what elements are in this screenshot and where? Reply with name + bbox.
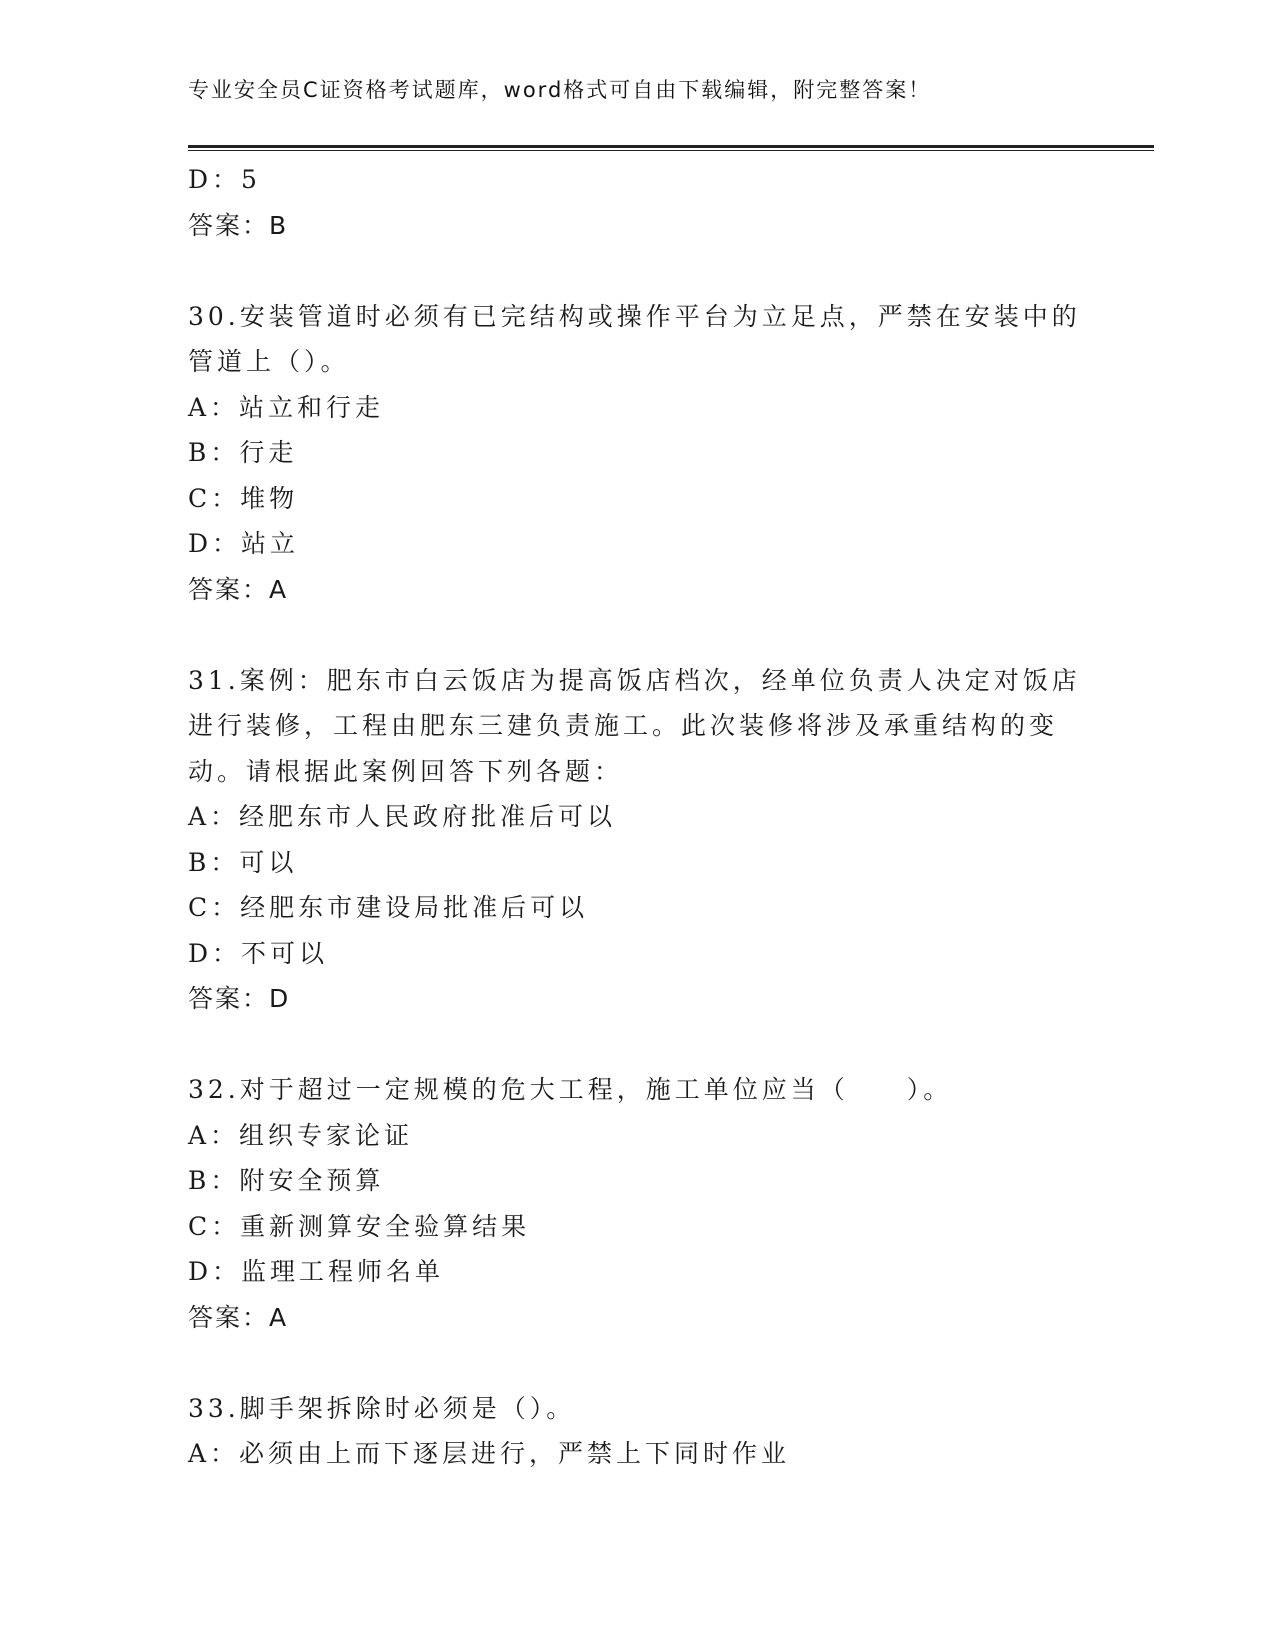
question-31-option-d: D：不可以 <box>188 938 329 968</box>
question-33-option-a: A：必须由上而下逐层进行，严禁上下同时作业 <box>188 1439 791 1468</box>
question-32-option-c: C：重新测算安全验算结果 <box>188 1211 531 1241</box>
question-32-option-a: A：组织专家论证 <box>188 1120 414 1150</box>
question-31-answer: 答案：D <box>188 984 291 1013</box>
question-32-option-b: B：附安全预算 <box>188 1166 385 1195</box>
question-30-line-2: 管道上（）。 <box>188 347 350 376</box>
document-body <box>188 157 1088 1477</box>
question-33-line-1: 33.脚手架拆除时必须是（）。 <box>188 1393 576 1423</box>
question-30-answer: 答案：A <box>188 574 289 604</box>
option-d: D：5 <box>188 165 261 194</box>
question-31-option-c: C：经肥东市建设局批准后可以 <box>188 893 589 922</box>
question-31-line-1: 31.案例：肥东市白云饭店为提高饭店档次，经单位负责人决定对饭店 <box>188 665 1081 695</box>
question-31-line-3: 动。请根据此案例回答下列各题： <box>188 756 624 786</box>
question-30-option-c: C：堆物 <box>188 483 299 513</box>
question-32-answer: 答案：A <box>188 1302 289 1332</box>
question-31-option-b: B：可以 <box>188 847 298 877</box>
question-30-line-1: 30.安装管道时必须有已完结构或操作平台为立足点，严禁在安装中的 <box>188 301 1081 331</box>
page-header: 专业安全员C证资格考试题库，word格式可自由下载编辑，附完整答案！ <box>188 78 932 102</box>
header-rule-thin <box>188 150 1154 151</box>
question-31-line-2: 进行装修，工程由肥东三建负责施工。此次装修将涉及承重结构的变 <box>188 711 1059 740</box>
spacer <box>188 1022 1088 1068</box>
question-30-option-d: D：站立 <box>188 529 300 558</box>
answer: 答案：B <box>188 210 289 240</box>
question-31-option-a: A：经肥东市人民政府批准后可以 <box>188 802 617 831</box>
spacer <box>188 1340 1088 1386</box>
spacer <box>188 248 1088 294</box>
question-30-option-a: A：站立和行走 <box>188 392 385 422</box>
question-30-option-b: B：行走 <box>188 438 298 467</box>
question-32-line-1: 32.对于超过一定规模的危大工程，施工单位应当（ ）。 <box>188 1075 953 1104</box>
header-rule-thick <box>188 145 1154 148</box>
spacer <box>188 612 1088 658</box>
question-32-option-d: D：监理工程师名单 <box>188 1257 445 1286</box>
